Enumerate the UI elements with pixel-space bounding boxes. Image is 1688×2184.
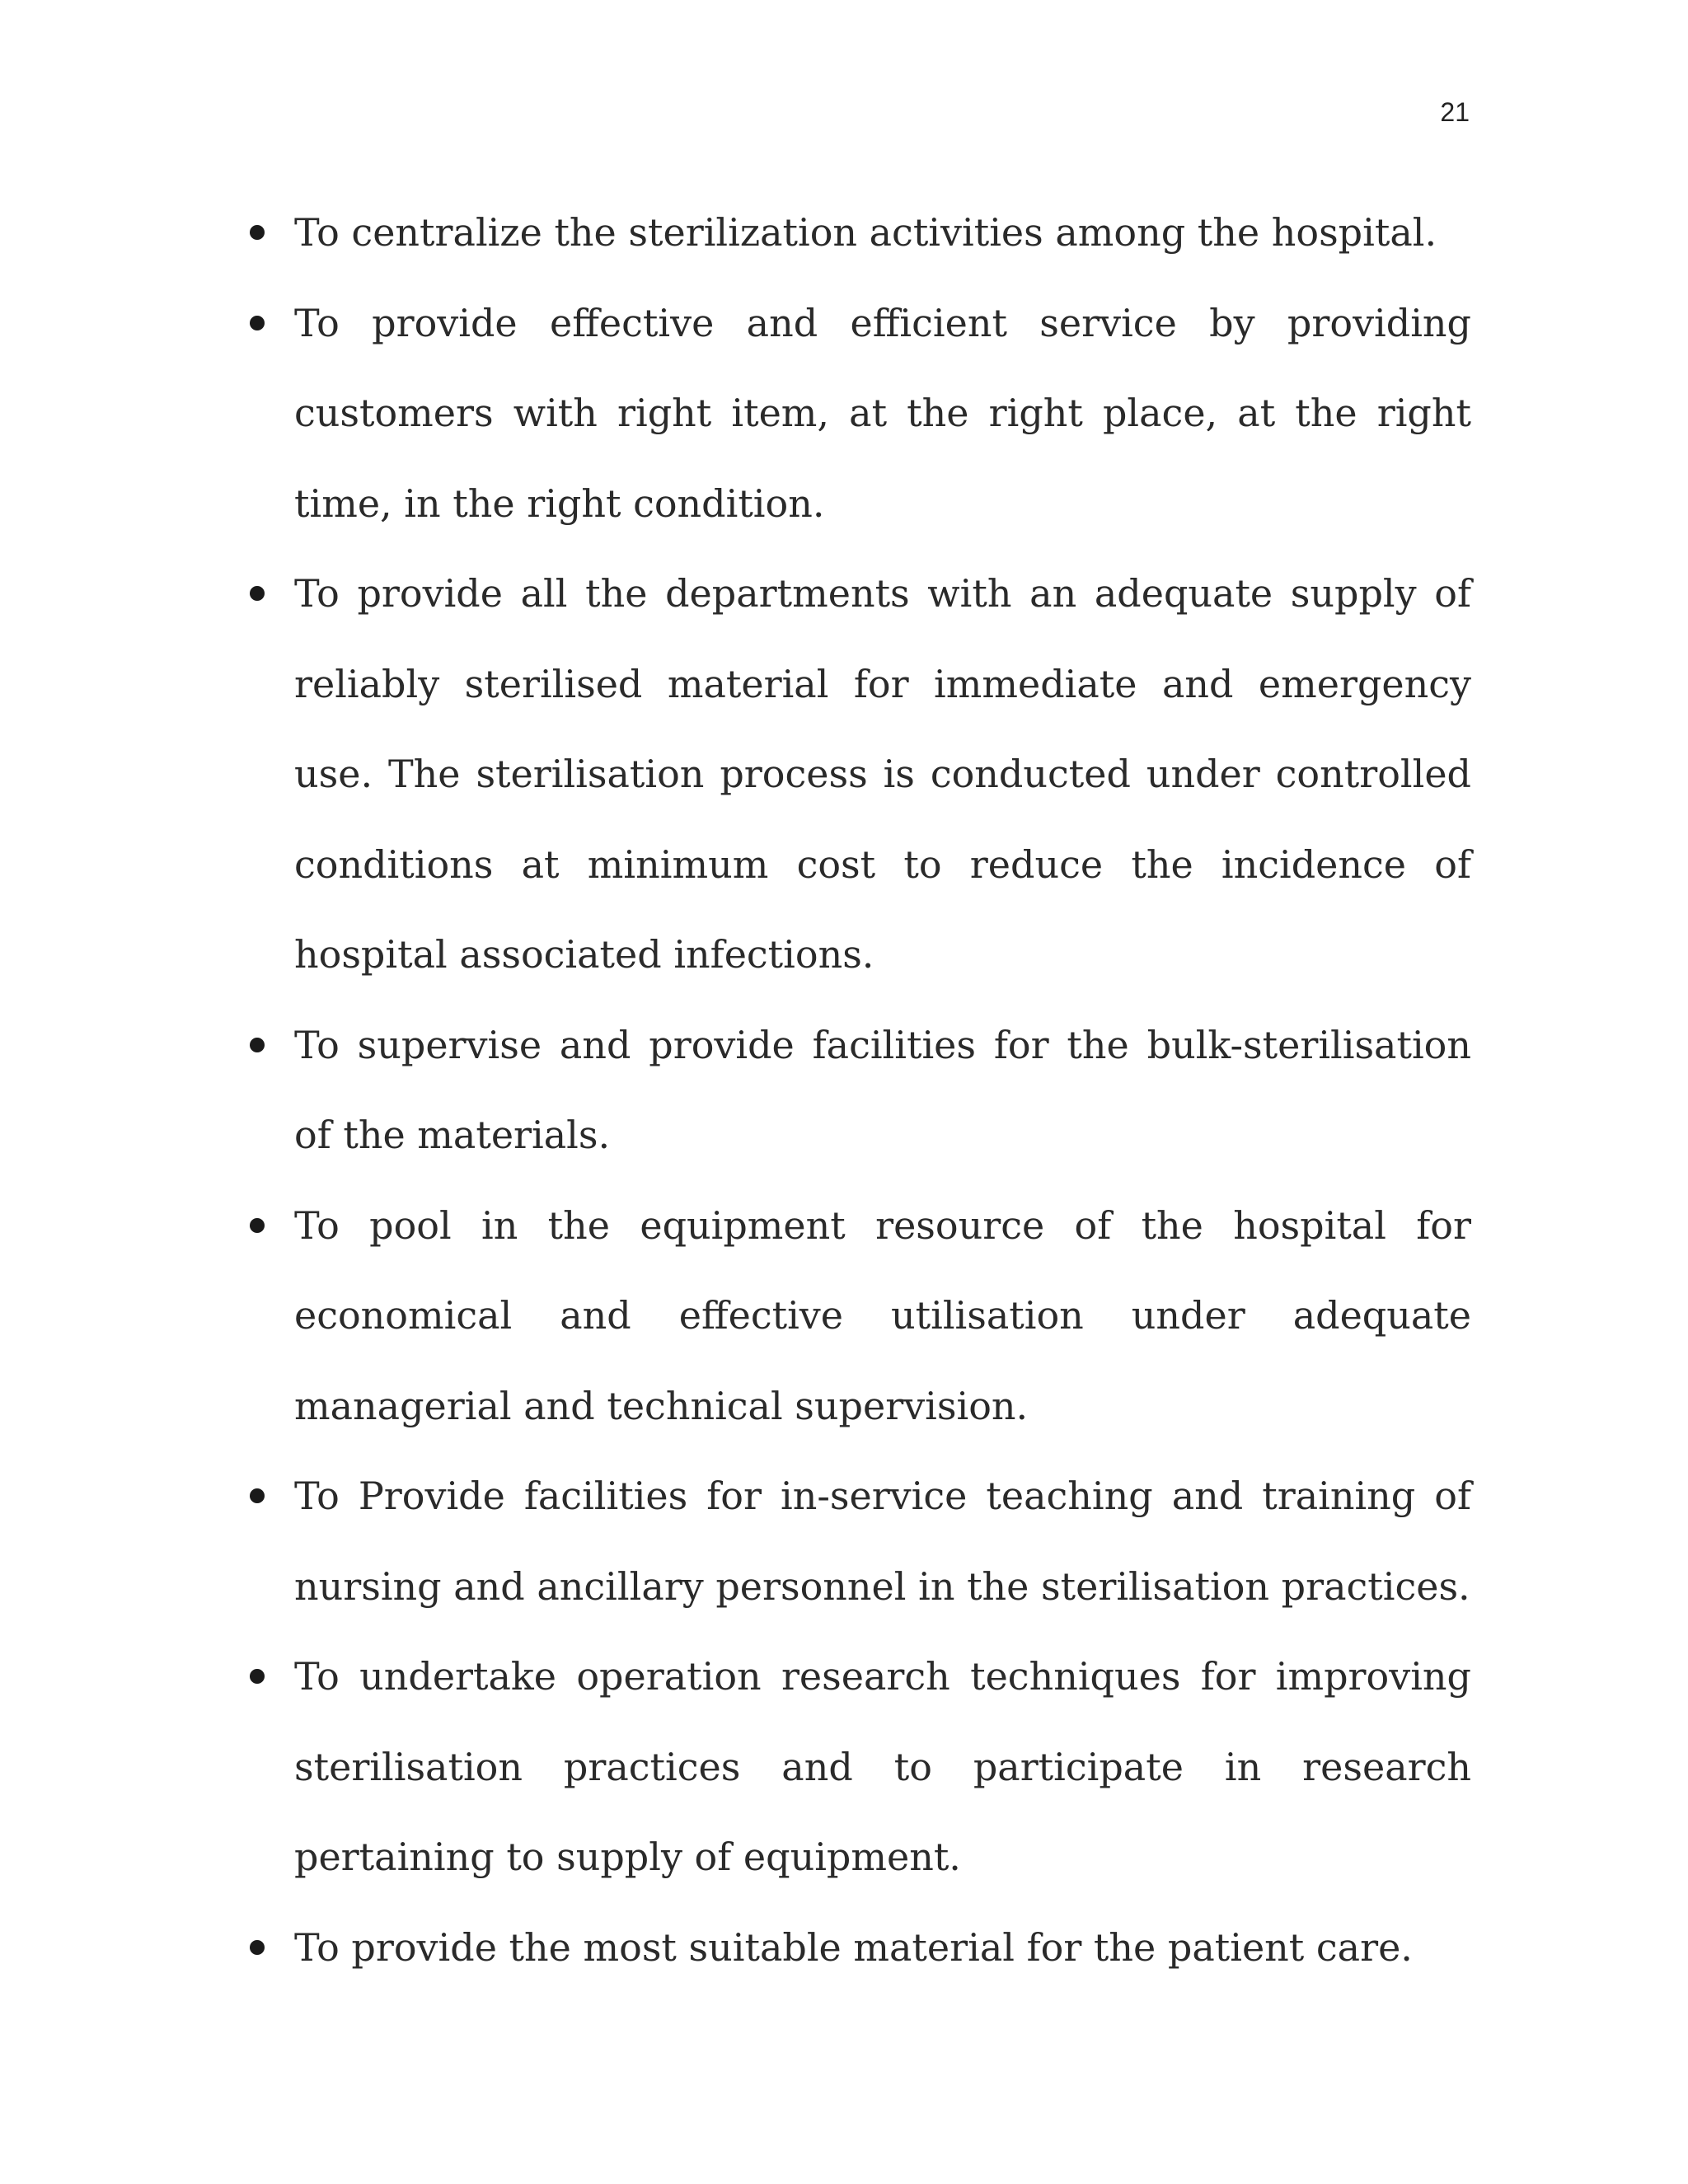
bullet-icon (250, 225, 265, 240)
bullet-icon (250, 586, 265, 601)
list-item-text: To pool in the equipment resource of the hospital for economical and effective utilisation under adequate managerial and technical supervision. (294, 1202, 1471, 1428)
list-item-text: To provide the most suitable material for the patient care. (294, 1924, 1413, 1970)
list-item (243, 1903, 1471, 1994)
list-item-text: To provide effective and efficient service by providing customers with right item, at the right place, at the right time, in the right condition. (294, 300, 1471, 526)
list-item (243, 279, 1471, 550)
page-number: 21 (1440, 97, 1470, 127)
list-item (243, 1001, 1471, 1181)
list-item-text: To Provide facilities for in-service teaching and training of nursing and ancillary personnel in the sterilisation practices. (294, 1474, 1471, 1609)
list-item (243, 1181, 1471, 1452)
list-item-text: To provide all the departments with an adequate supply of reliably sterilised material for immediate and emergency use. The sterilisation process is conducted under controlled conditions at minimum cost to reduce the incidence of hospital associated infections. (294, 571, 1471, 977)
bullet-icon (250, 1940, 265, 1955)
list-item-text: To centralize the sterilization activities among the hospital. (294, 210, 1437, 255)
bullet-icon (250, 1038, 265, 1052)
bullet-icon (250, 316, 265, 330)
bullet-icon (250, 1218, 265, 1233)
list-item (243, 549, 1471, 1001)
list-item-text: To undertake operation research techniques for improving sterilisation practices and to participate in research pertaining to supply of equipment. (294, 1654, 1471, 1879)
bullet-icon (250, 1669, 265, 1684)
list-item (243, 188, 1471, 279)
list-item (243, 1632, 1471, 1903)
list-item-text: To supervise and provide facilities for the bulk-sterilisation of the materials. (294, 1022, 1471, 1157)
bullet-icon (250, 1488, 265, 1503)
objectives-list (243, 188, 1471, 1993)
list-item (243, 1451, 1471, 1632)
